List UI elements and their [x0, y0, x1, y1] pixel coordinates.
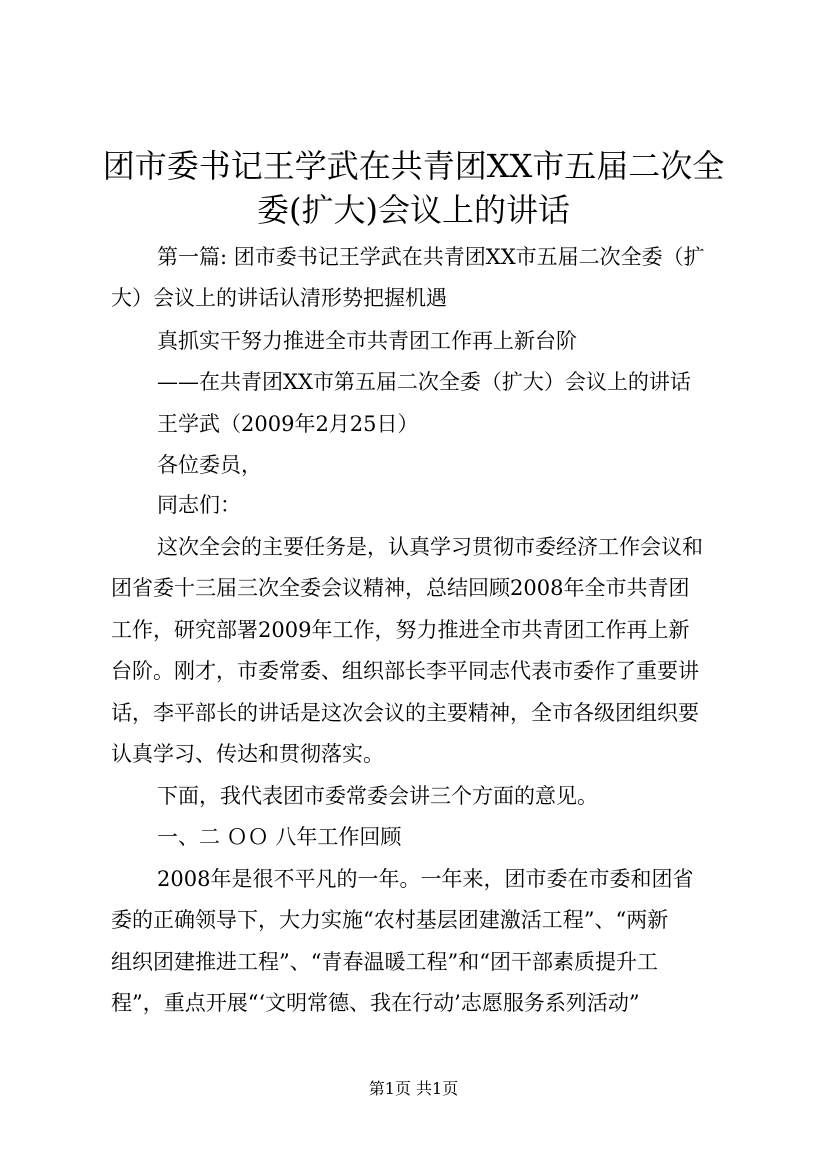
body-line-4: ——在共青团XX市第五届二次全委（扩大）会议上的讲话: [157, 370, 691, 394]
body-line-18: 组织团建推进工程”、“青春温暖工程”和“团干部素质提升工: [111, 950, 658, 974]
body-line-10: 工作，研究部署2009年工作，努力推进全市共青团工作再上新: [111, 618, 690, 642]
body-line-7: 同志们：: [157, 493, 241, 517]
section-heading: 一、二 ＯＯ 八年工作回顾: [157, 825, 402, 849]
body-line-5: 王学武（2009年2月25日）: [157, 412, 419, 436]
body-line-8: 这次全会的主要任务是，认真学习贯彻市委经济工作会议和: [157, 535, 703, 559]
body-line-16: 2008年是很不平凡的一年。一年来，团市委在市委和团省: [157, 867, 694, 891]
body-line-1: 第一篇: 团市委书记王学武在共青团XX市五届二次全委（扩: [157, 245, 705, 269]
body-line-2: 大）会议上的讲话认清形势把握机遇: [111, 286, 447, 310]
body-line-14: 下面，我代表团市委常委会讲三个方面的意见。: [157, 784, 598, 808]
body-line-11: 台阶。刚才，市委常委、组织部长李平同志代表市委作了重要讲: [111, 659, 699, 683]
body-line-3: 真抓实干努力推进全市共青团工作再上新台阶: [157, 329, 577, 353]
body-line-12: 话，李平部长的讲话是这次会议的主要精神，全市各级团组织要: [111, 701, 699, 725]
body-line-17: 委的正确领导下，大力实施“农村基层团建激活工程”、“两新: [111, 908, 669, 932]
document-title-line-1: 团市委书记王学武在共青团XX市五届二次全: [102, 147, 725, 185]
body-line-13: 认真学习、传达和贯彻落实。: [111, 742, 384, 766]
body-line-9: 团省委十三届三次全委会议精神，总结回顾2008年全市共青团: [111, 576, 690, 600]
page-footer: 第1页 共1页: [368, 1079, 459, 1098]
body-line-6: 各位委员，: [157, 453, 262, 477]
document-title-line-2: 委(扩大)会议上的讲话: [257, 191, 570, 229]
body-line-19: 程”，重点开展“‘文明常德、我在行动’志愿服务系列活动”: [111, 991, 640, 1015]
